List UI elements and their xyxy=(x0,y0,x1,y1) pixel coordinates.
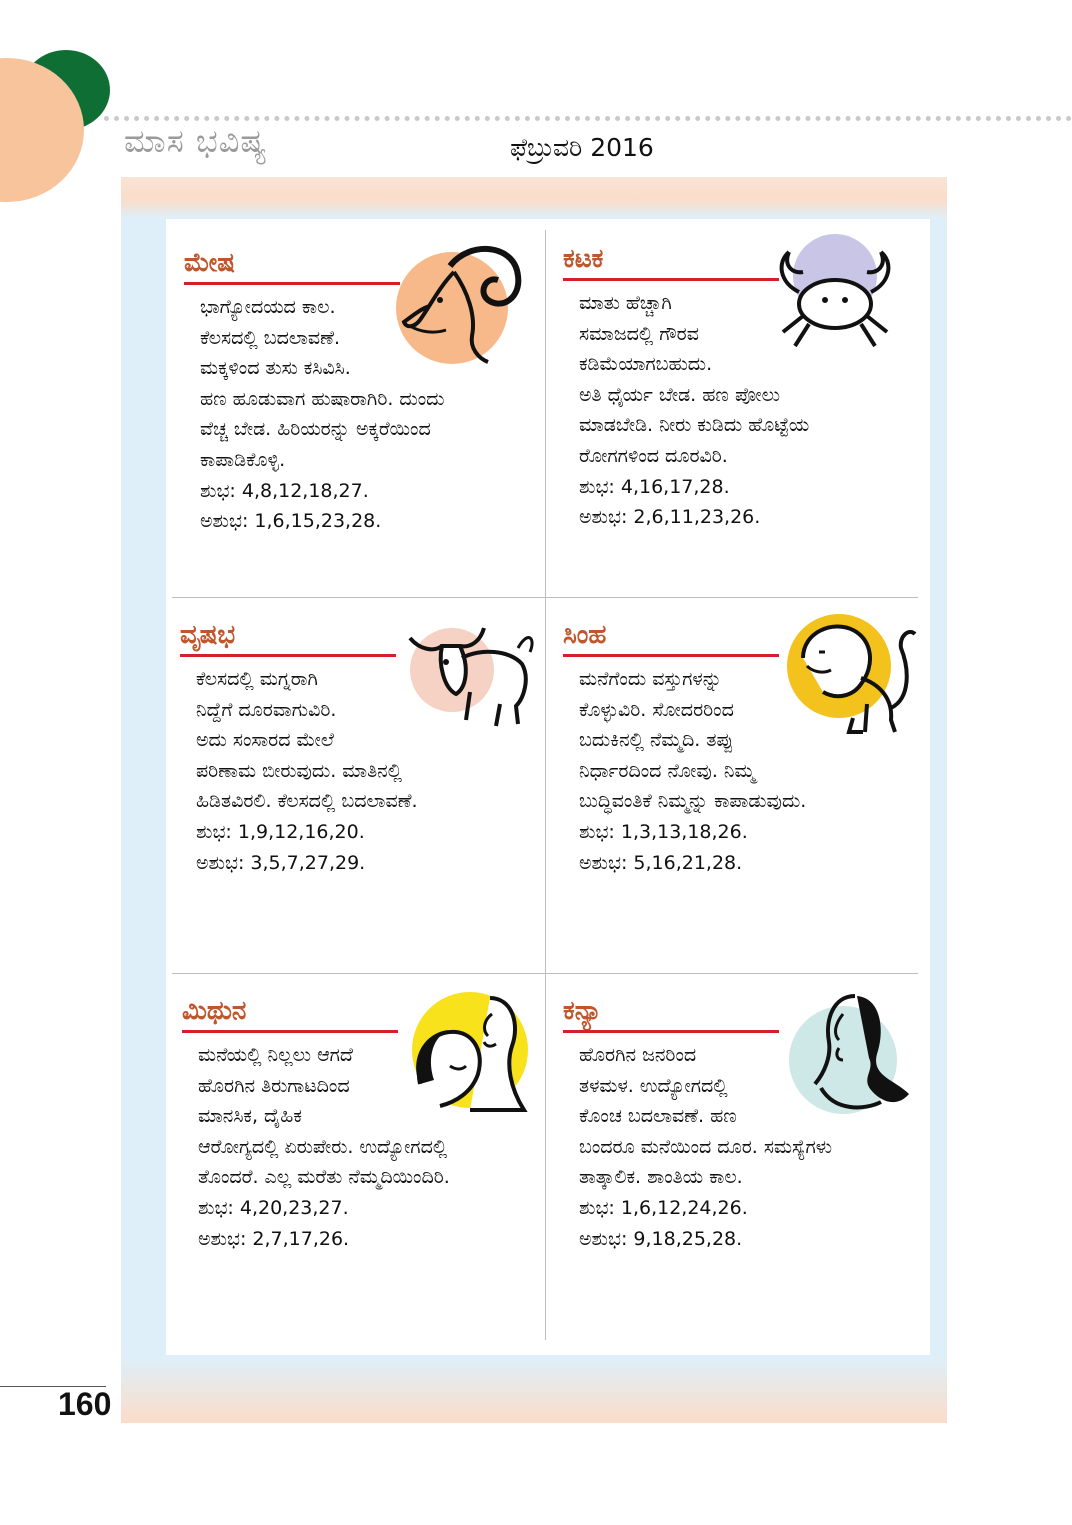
inauspicious-dates: ಅಶುಭ: 9,18,25,28. xyxy=(579,1227,743,1250)
sign-name-underline xyxy=(184,282,400,285)
row-divider xyxy=(172,597,918,598)
prediction-line: ತೊಂದರೆ. ಎಲ್ಲ ಮರೆತು ನೆಮ್ಮದಿಯಿಂದಿರಿ. xyxy=(198,1166,450,1189)
inauspicious-dates: ಅಶುಭ: 2,7,17,26. xyxy=(198,1227,350,1250)
auspicious-dates: ಶುಭ: 1,9,12,16,20. xyxy=(196,820,365,843)
prediction-line: ಪರಿಣಾಮ ಬೀರುವುದು. ಮಾತಿನಲ್ಲಿ xyxy=(196,759,403,782)
prediction-line: ಬದುಕಿನಲ್ಲಿ ನೆಮ್ಮದಿ. ತಪ್ಪು xyxy=(579,729,734,752)
inauspicious-dates: ಅಶುಭ: 2,6,11,23,26. xyxy=(579,506,761,529)
prediction-line: ಕೆಲಸದಲ್ಲಿ ಮಗ್ನರಾಗಿ xyxy=(196,668,318,690)
column-divider xyxy=(545,230,546,1340)
auspicious-dates: ಶುಭ: 4,16,17,28. xyxy=(579,475,730,498)
prediction-line: ಮಾನಸಿಕ, ದೈಹಿಕ xyxy=(198,1105,302,1128)
prediction-line: ಕೆಲಸದಲ್ಲಿ ಬದಲಾವಣೆ. xyxy=(200,326,341,349)
prediction-line: ಕಡಿಮೆಯಾಗಬಹುದು. xyxy=(579,353,713,376)
prediction-line: ಆರೋಗ್ಯದಲ್ಲಿ ಏರುಪೇರು. ಉದ್ಯೋಗದಲ್ಲಿ xyxy=(198,1135,448,1158)
prediction-line: ಹೊರಗಿನ ತಿರುಗಾಟದಿಂದ xyxy=(198,1074,350,1097)
sign-body xyxy=(196,664,526,878)
sign-name-underline xyxy=(563,278,779,281)
page-number: 160 xyxy=(58,1386,112,1422)
inauspicious-dates: ಅಶುಭ: 5,16,21,28. xyxy=(579,851,743,874)
prediction-line: ಹಣ ಹೂಡುವಾಗ ಹುಷಾರಾಗಿರಿ. ದುಂದು xyxy=(200,387,445,410)
sign-name-underline xyxy=(563,1030,779,1033)
sign-name: ಮೇಷ xyxy=(184,248,235,278)
auspicious-dates: ಶುಭ: 1,6,12,24,26. xyxy=(579,1196,748,1219)
sign-body xyxy=(579,1040,909,1254)
sign-name-underline xyxy=(563,654,779,657)
prediction-line: ಭಾಗ್ಯೋದಯದ ಕಾಲ. xyxy=(200,296,336,318)
prediction-line: ನಿದ್ದೆಗೆ ದೂರವಾಗುವಿರಿ. xyxy=(196,698,337,721)
sign-body xyxy=(579,288,909,533)
sign-name: ಮಿಥುನ xyxy=(182,996,247,1026)
sign-name-underline xyxy=(180,654,396,657)
inauspicious-dates: ಅಶುಭ: 1,6,15,23,28. xyxy=(200,510,382,533)
prediction-line: ಮನೆಗೆಂದು ವಸ್ತುಗಳನ್ನು xyxy=(579,668,722,690)
prediction-line: ರೋಗಗಳಿಂದ ದೂರವಿರಿ. xyxy=(579,444,728,467)
prediction-line: ಮಾತು ಹೆಚ್ಚಾಗಿ xyxy=(579,292,672,314)
prediction-line: ಹೊರಗಿನ ಜನರಿಂದ xyxy=(579,1044,697,1066)
prediction-line: ತಾತ್ಕಾಲಿಕ. ಶಾಂತಿಯ ಕಾಲ. xyxy=(579,1166,743,1189)
prediction-line: ಬಂದರೂ ಮನೆಯಿಂದ ದೂರ. ಸಮಸ್ಯೆಗಳು xyxy=(579,1135,833,1158)
section-title: ಮಾಸ ಭವಿಷ್ಯ xyxy=(124,122,268,160)
sign-name-underline xyxy=(182,1030,398,1033)
prediction-line: ವೆಚ್ಚ ಬೇಡ. ಹಿರಿಯರನ್ನು ಅಕ್ಕರೆಯಿಂದ xyxy=(200,418,431,441)
auspicious-dates: ಶುಭ: 4,8,12,18,27. xyxy=(200,479,369,502)
prediction-line: ಮಕ್ಕಳಿಂದ ತುಸು ಕಸಿವಿಸಿ. xyxy=(200,357,351,380)
sign-name: ಕನ್ಯಾ xyxy=(563,996,602,1026)
prediction-line: ಅದು ಸಂಸಾರದ ಮೇಲೆ xyxy=(196,729,334,752)
prediction-line: ಅತಿ ಧೈರ್ಯ ಬೇಡ. ಹಣ ಪೋಲು xyxy=(579,383,780,406)
prediction-line: ಕೊಂಚ ಬದಲಾವಣೆ. ಹಣ xyxy=(579,1105,737,1128)
sign-block-mithuna xyxy=(168,976,528,1316)
issue-date: ಫೆಬ್ರುವರಿ 2016 xyxy=(510,133,654,162)
sign-block-simha xyxy=(549,600,909,940)
prediction-line: ತಳಮಳ. ಉದ್ಯೋಗದಲ್ಲಿ xyxy=(579,1074,728,1097)
sign-name: ವೃಷಭ xyxy=(180,620,236,650)
sign-block-kanya xyxy=(549,976,909,1316)
prediction-line: ಮನೆಯಲ್ಲಿ ನಿಲ್ಲಲು ಆಗದೆ xyxy=(198,1044,353,1066)
sign-name: ಕಟಕ xyxy=(563,244,604,274)
sign-block-kataka xyxy=(549,224,909,564)
prediction-line: ಸಮಾಜದಲ್ಲಿ ಗೌರವ xyxy=(579,322,699,345)
prediction-line: ಕಾಪಾಡಿಕೊಳ್ಳಿ. xyxy=(200,448,286,471)
header-dotted-rule xyxy=(104,116,1072,121)
auspicious-dates: ಶುಭ: 1,3,13,18,26. xyxy=(579,820,748,843)
auspicious-dates: ಶುಭ: 4,20,23,27. xyxy=(198,1196,349,1219)
prediction-line: ಮಾಡಬೇಡಿ. ನೀರು ಕುಡಿದು ಹೊಟ್ಟೆಯ xyxy=(579,414,810,437)
sign-body xyxy=(198,1040,528,1254)
prediction-line: ನಿರ್ಧಾರದಿಂದ ನೋವು. ನಿಮ್ಮ xyxy=(579,759,756,782)
prediction-line: ಬುದ್ಧಿವಂತಿಕೆ ನಿಮ್ಮನ್ನು ಕಾಪಾಡುವುದು. xyxy=(579,790,807,813)
sign-body xyxy=(579,664,909,878)
sign-body xyxy=(200,292,530,537)
prediction-line: ಕೊಳ್ಳುವಿರಿ. ಸೋದರರಿಂದ xyxy=(579,698,734,721)
inauspicious-dates: ಅಶುಭ: 3,5,7,27,29. xyxy=(196,851,366,874)
row-divider xyxy=(172,973,918,974)
sign-name: ಸಿಂಹ xyxy=(563,620,607,650)
prediction-line: ಹಿಡಿತವಿರಲಿ. ಕೆಲಸದಲ್ಲಿ ಬದಲಾವಣೆ. xyxy=(196,790,418,813)
sign-block-vrishabha xyxy=(166,600,526,940)
sign-block-mesha xyxy=(170,228,530,568)
